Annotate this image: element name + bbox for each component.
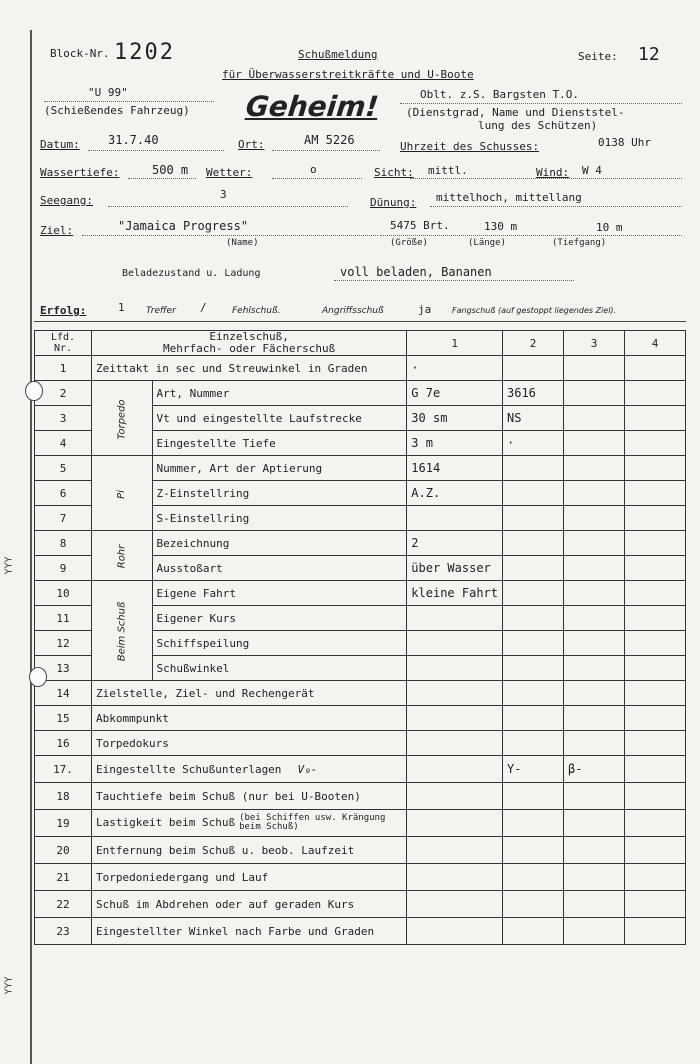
- cell-col-4: [625, 506, 686, 531]
- sea-state-value: 3: [220, 188, 227, 201]
- row-label-sub: (bei Schiffen usw. Krängung beim Schuß): [239, 813, 386, 832]
- hits-label: Treffer: [146, 306, 176, 316]
- cell-col-2: [503, 810, 564, 837]
- group-label-torpedo: [92, 381, 153, 456]
- cell-col-3: [564, 381, 625, 406]
- row-label-text: Torpedoniedergang und Lauf: [96, 870, 269, 884]
- header-desc-1: Einzelschuß,: [209, 330, 289, 343]
- target-name: "Jamaica Progress": [118, 219, 249, 233]
- depth-label: Wassertiefe:: [40, 166, 120, 179]
- wind-value: W 4: [582, 164, 602, 177]
- row-label: [152, 581, 407, 606]
- boat-caption: (Schießendes Fahrzeug): [44, 104, 190, 117]
- weather-label: Wetter:: [206, 166, 253, 179]
- cell-col-4: [625, 810, 686, 837]
- cell-col-3: [564, 606, 625, 631]
- row-label: [92, 681, 407, 706]
- cell-col-1: [407, 756, 503, 783]
- row-number: 1: [35, 356, 92, 381]
- row-label-text: Tauchtiefe beim Schuß (nur bei U-Booten): [96, 789, 361, 803]
- cell-col-2: [503, 356, 564, 381]
- row-number: 17.: [35, 756, 92, 783]
- cell-col-2: Y-: [503, 756, 564, 783]
- cell-col-2: [503, 837, 564, 864]
- cell-col-1: über Wasser: [407, 556, 503, 581]
- cell-col-4: [625, 556, 686, 581]
- officer-caption-1: (Dienstgrad, Name und Dienststel-: [406, 106, 625, 119]
- row-number: 19: [35, 810, 92, 837]
- row-number: 6: [35, 481, 92, 506]
- row-label: [152, 481, 407, 506]
- punch-hole: [25, 381, 43, 401]
- row-label-extra: V₉-: [297, 762, 318, 776]
- cell-col-1: A.Z.: [407, 481, 503, 506]
- row-label: [152, 631, 407, 656]
- row-label-text: Torpedokurs: [96, 736, 169, 750]
- cell-col-1: [407, 864, 503, 891]
- table-row: [35, 756, 686, 783]
- cell-col-2: [503, 731, 564, 756]
- header-col-1: 1: [407, 331, 503, 356]
- row-label: [152, 531, 407, 556]
- cell-col-2: [503, 783, 564, 810]
- group-label-text: Rohr: [116, 544, 128, 569]
- table-row: [35, 531, 686, 556]
- cell-col-1: 1614: [407, 456, 503, 481]
- row-label: [152, 406, 407, 431]
- row-label: [92, 810, 407, 837]
- row-label: [92, 356, 407, 381]
- row-label-text: Lastigkeit beim Schuß: [96, 816, 236, 829]
- cell-col-3: [564, 456, 625, 481]
- target-tonnage: 5475 Brt.: [390, 219, 450, 232]
- cell-col-4: [625, 837, 686, 864]
- target-draught: 10 m: [596, 221, 623, 234]
- cell-col-1: [407, 810, 503, 837]
- header-desc: [92, 331, 407, 356]
- shot-report-table: [34, 330, 686, 945]
- row-label: [92, 756, 407, 783]
- row-label-text: Z-Einstellring: [156, 486, 250, 500]
- depth-value: 500 m: [152, 163, 189, 177]
- row-label: [92, 783, 407, 810]
- cell-col-4: [625, 681, 686, 706]
- cell-col-4: [625, 481, 686, 506]
- row-label-text: Bezeichnung: [156, 536, 230, 550]
- row-label-text: Eingestellter Winkel nach Farbe und Graden: [96, 924, 375, 938]
- table-row: [35, 706, 686, 731]
- table-body: [35, 356, 686, 945]
- cell-col-3: [564, 481, 625, 506]
- place-label: Ort:: [238, 138, 265, 151]
- cell-col-1: [407, 837, 503, 864]
- table-row: [35, 581, 686, 606]
- row-label: [92, 864, 407, 891]
- row-number: 11: [35, 606, 92, 631]
- table-row: [35, 783, 686, 810]
- cell-col-2: [503, 581, 564, 606]
- row-label-text: S-Einstellring: [156, 511, 250, 525]
- attack-shot-value: ja: [418, 303, 432, 316]
- left-border-line: [30, 30, 32, 1064]
- row-label: [92, 918, 407, 945]
- cell-col-3: β-: [564, 756, 625, 783]
- row-number: 4: [35, 431, 92, 456]
- cell-col-2: [503, 456, 564, 481]
- cell-col-3: [564, 918, 625, 945]
- date-value: 31.7.40: [108, 133, 159, 147]
- cell-col-1: 2: [407, 531, 503, 556]
- cell-col-1: [407, 706, 503, 731]
- table-row: [35, 918, 686, 945]
- row-number: 8: [35, 531, 92, 556]
- table-row: [35, 356, 686, 381]
- row-label-text: Ausstoßart: [156, 561, 223, 575]
- row-number: 7: [35, 506, 92, 531]
- cell-col-3: [564, 581, 625, 606]
- cargo-value: voll beladen, Bananen: [340, 265, 492, 279]
- cell-col-4: [625, 531, 686, 556]
- weather-value: o: [310, 163, 317, 176]
- row-label-text: Vt und eingestellte Laufstrecke: [156, 411, 362, 425]
- cell-col-2: [503, 918, 564, 945]
- misses-value: /: [200, 301, 207, 314]
- cell-col-4: [625, 783, 686, 810]
- row-label: [152, 456, 407, 481]
- cell-col-3: [564, 631, 625, 656]
- row-number: 13: [35, 656, 92, 681]
- cell-col-1: [407, 681, 503, 706]
- cell-col-1: [407, 656, 503, 681]
- row-number: 9: [35, 556, 92, 581]
- row-label: [152, 556, 407, 581]
- attack-shot-label: Angriffsschuß: [322, 306, 384, 316]
- row-label-text: Schußwinkel: [156, 661, 230, 675]
- cell-col-4: [625, 918, 686, 945]
- swell-value: mittelhoch, mittellang: [436, 191, 582, 204]
- sea-state-label: Seegang:: [40, 194, 93, 207]
- cell-col-4: [625, 756, 686, 783]
- cell-col-4: [625, 606, 686, 631]
- block-number: 1202: [114, 40, 175, 65]
- cell-col-4: [625, 731, 686, 756]
- group-label-beim: [92, 581, 153, 681]
- cell-col-3: [564, 810, 625, 837]
- boat-name: "U 99": [88, 86, 128, 99]
- cell-col-2: [503, 681, 564, 706]
- cell-col-2: 3616: [503, 381, 564, 406]
- margin-mark-bottom: ΥΥΥ: [3, 976, 15, 995]
- target-length: 130 m: [484, 220, 518, 233]
- misses-label: Fehlschuß.: [232, 306, 281, 316]
- cell-col-2: [503, 556, 564, 581]
- cell-col-1: [407, 783, 503, 810]
- row-label: [152, 606, 407, 631]
- group-label-pi: [92, 456, 153, 531]
- cell-col-3: [564, 783, 625, 810]
- target-label: Ziel:: [40, 224, 74, 237]
- wind-label: Wind:: [536, 166, 570, 179]
- cell-col-2: [503, 606, 564, 631]
- table-row: [35, 891, 686, 918]
- table-row: [35, 864, 686, 891]
- row-number: 20: [35, 837, 92, 864]
- cell-col-4: [625, 406, 686, 431]
- cargo-label: Beladezustand u. Ladung: [122, 268, 261, 279]
- row-number: 2: [35, 381, 92, 406]
- cell-col-1: [407, 891, 503, 918]
- cell-col-2: [503, 481, 564, 506]
- row-number: 15: [35, 706, 92, 731]
- caption-size: (Größe): [390, 238, 428, 248]
- row-number: 23: [35, 918, 92, 945]
- cell-col-4: [625, 864, 686, 891]
- cell-col-3: [564, 706, 625, 731]
- officer-caption-2: lung des Schützen): [478, 119, 598, 132]
- table-row: [35, 810, 686, 837]
- cell-col-3: [564, 431, 625, 456]
- row-label-text: Entfernung beim Schuß u. beob. Laufzeit: [96, 843, 355, 857]
- row-number: 14: [35, 681, 92, 706]
- row-number: 3: [35, 406, 92, 431]
- cell-col-2: [503, 891, 564, 918]
- row-label-text: Art, Nummer: [156, 386, 230, 400]
- cell-col-2: [503, 706, 564, 731]
- caption-name: (Name): [226, 238, 259, 248]
- secret-stamp: Geheim!: [244, 90, 381, 123]
- date-label: Datum:: [40, 138, 80, 151]
- row-label: [92, 837, 407, 864]
- block-label: Block-Nr.: [50, 47, 110, 60]
- row-label-text: Zielstelle, Ziel- und Rechengerät: [96, 686, 315, 700]
- cell-col-4: [625, 631, 686, 656]
- row-label-text: Nummer, Art der Aptierung: [156, 461, 323, 475]
- row-label: [152, 506, 407, 531]
- cell-col-3: [564, 731, 625, 756]
- cell-col-3: [564, 681, 625, 706]
- table-header-row: [35, 331, 686, 356]
- table-row: [35, 681, 686, 706]
- cell-col-3: [564, 891, 625, 918]
- cell-col-1: [407, 606, 503, 631]
- place-value: AM 5226: [304, 133, 355, 147]
- header-nr: Lfd. Nr.: [35, 331, 92, 356]
- row-number: 12: [35, 631, 92, 656]
- cell-col-3: [564, 656, 625, 681]
- cell-col-4: [625, 706, 686, 731]
- row-number: 18: [35, 783, 92, 810]
- cell-col-4: [625, 456, 686, 481]
- cell-col-2: ·: [503, 431, 564, 456]
- group-label-text: Pi: [116, 489, 128, 499]
- page-number: 12: [638, 44, 660, 65]
- row-label-text: Eingestellte Tiefe: [156, 436, 276, 450]
- cell-col-4: [625, 381, 686, 406]
- cell-col-2: [503, 531, 564, 556]
- cell-col-3: [564, 406, 625, 431]
- cell-col-4: [625, 891, 686, 918]
- cell-col-1: [407, 506, 503, 531]
- cell-col-1: [407, 631, 503, 656]
- cell-col-1: 30 sm: [407, 406, 503, 431]
- caption-draught: (Tiefgang): [552, 238, 607, 248]
- cell-col-3: [564, 864, 625, 891]
- row-label-text: Abkommpunkt: [96, 711, 169, 725]
- visibility-value: mittl.: [428, 164, 468, 177]
- cell-col-1: [407, 918, 503, 945]
- cell-col-2: [503, 864, 564, 891]
- cell-col-4: [625, 581, 686, 606]
- row-number: 22: [35, 891, 92, 918]
- cell-col-3: [564, 556, 625, 581]
- cell-col-2: [503, 506, 564, 531]
- header-col-2: 2: [503, 331, 564, 356]
- form-subtitle: für Überwasserstreitkräfte und U-Boote: [222, 68, 474, 81]
- row-label-text: Schuß im Abdrehen oder auf geraden Kurs: [96, 897, 355, 911]
- group-label-rohr: [92, 531, 153, 581]
- row-number: 10: [35, 581, 92, 606]
- header-col-3: 3: [564, 331, 625, 356]
- page-label: Seite:: [578, 50, 618, 63]
- row-number: 21: [35, 864, 92, 891]
- row-label-text: Schiffspeilung: [156, 636, 250, 650]
- table-row: [35, 456, 686, 481]
- row-label-text: Zeittakt in sec und Streuwinkel in Graden: [96, 361, 368, 375]
- swell-label: Dünung:: [370, 196, 417, 209]
- hits-value: 1: [118, 301, 125, 314]
- row-label: [92, 891, 407, 918]
- row-label: [152, 381, 407, 406]
- header-col-4: 4: [625, 331, 686, 356]
- cell-col-1: 3 m: [407, 431, 503, 456]
- cell-col-1: [407, 731, 503, 756]
- cell-col-3: [564, 837, 625, 864]
- cell-col-1: ·: [407, 356, 503, 381]
- table-row: [35, 381, 686, 406]
- cell-col-2: [503, 656, 564, 681]
- row-label: [92, 706, 407, 731]
- time-value: 0138 Uhr: [598, 136, 651, 149]
- row-label: [92, 731, 407, 756]
- cell-col-4: [625, 356, 686, 381]
- row-label-text: Eigene Fahrt: [156, 586, 237, 600]
- group-label-text: Beim Schuß: [116, 601, 128, 662]
- cell-col-2: [503, 631, 564, 656]
- officer-name: Oblt. z.S. Bargsten T.O.: [420, 88, 579, 101]
- time-label: Uhrzeit des Schusses:: [400, 140, 540, 153]
- row-number: 16: [35, 731, 92, 756]
- coup-de-grace-label: Fangschuß (auf gestoppt liegendes Ziel).: [452, 306, 617, 315]
- cell-col-4: [625, 656, 686, 681]
- row-number: 5: [35, 456, 92, 481]
- margin-mark-top: ΥΥΥ: [3, 556, 15, 575]
- caption-length: (Länge): [468, 238, 506, 248]
- cell-col-3: [564, 356, 625, 381]
- row-label: [152, 431, 407, 456]
- cell-col-4: [625, 431, 686, 456]
- visibility-label: Sicht:: [374, 166, 414, 179]
- table-row: [35, 837, 686, 864]
- cell-col-2: NS: [503, 406, 564, 431]
- cell-col-3: [564, 531, 625, 556]
- table-row: [35, 731, 686, 756]
- row-label-text: Eigener Kurs: [156, 611, 237, 625]
- row-label-text: Eingestellte Schußunterlagen: [96, 762, 282, 776]
- row-label: [152, 656, 407, 681]
- cell-col-3: [564, 506, 625, 531]
- form-title: Schußmeldung: [298, 48, 378, 61]
- punch-hole: [29, 667, 47, 687]
- cell-col-1: G 7e: [407, 381, 503, 406]
- group-label-text: Torpedo: [116, 398, 128, 440]
- header-desc-2: Mehrfach- oder Fächerschuß: [163, 342, 336, 355]
- cell-col-1: kleine Fahrt: [407, 581, 503, 606]
- success-label: Erfolg:: [40, 304, 87, 317]
